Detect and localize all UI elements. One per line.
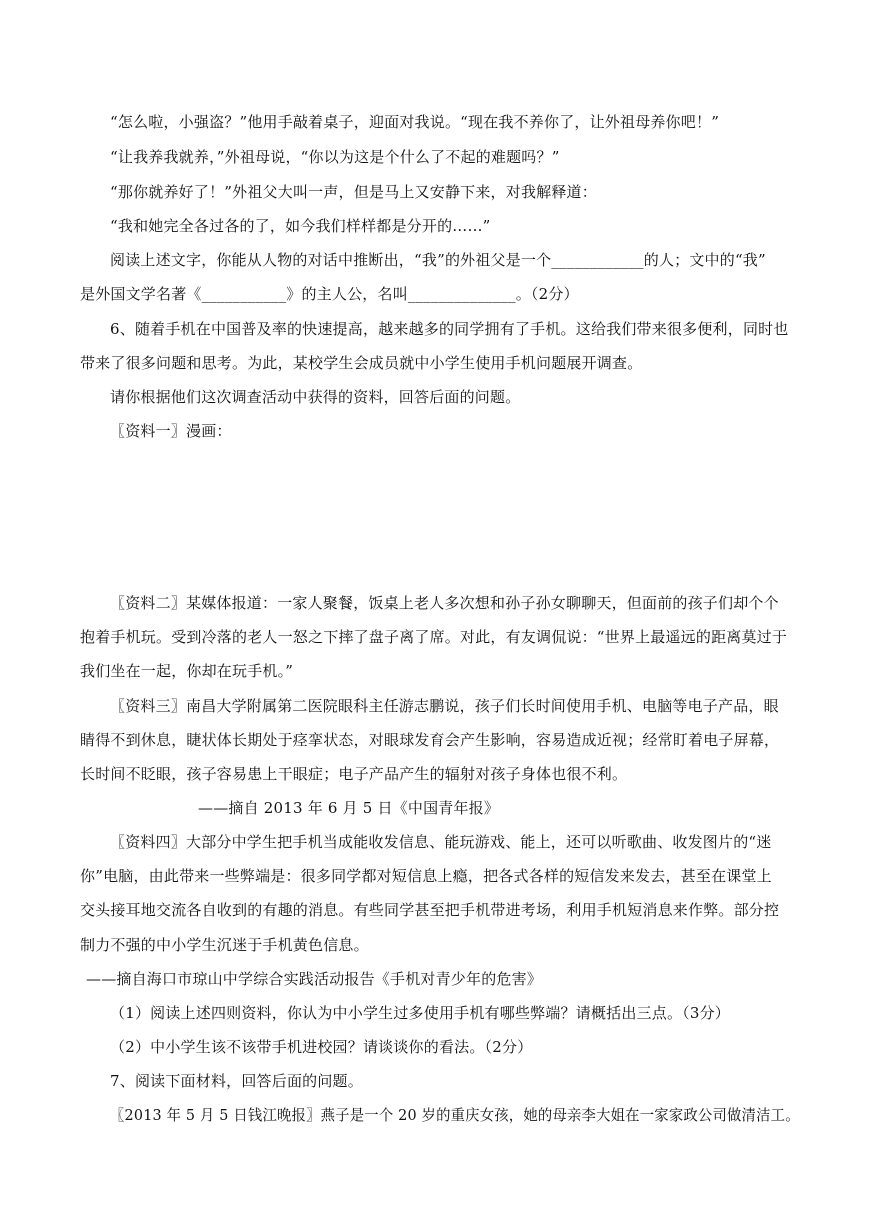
- question-6-sub-1: （1）阅读上述四则资料，你认为中小学生过多使用手机有哪些弊端？请概括出三点。（3分）: [110, 1004, 730, 1022]
- dialogue-line-1: “怎么啦，小强盗？”他用手敲着桌子，迎面对我说。“现在我不养你了，让外祖母养你吧！”: [110, 113, 720, 131]
- dialogue-line-4: “我和她完全各过各的了，如今我们样样都是分开的……”: [110, 217, 491, 235]
- question-6-sub-2: （2）中小学生该不该带手机进校园？请谈谈你的看法。（2分）: [110, 1038, 533, 1056]
- question-5-line-1: 阅读上述文字，你能从人物的对话中推断出，“我”的外祖父是一个____________的人；文中的“我”: [110, 251, 766, 269]
- material-4-line-1: 〖资料四〗大部分中学生把手机当成能收发信息、能玩游戏、能上，还可以听歌曲、收发图片的“迷: [110, 833, 772, 851]
- material-3-line-3: 长时间不眨眼，孩子容易患上干眼症；电子产品产生的辐射对孩子身体也很不利。: [80, 765, 628, 783]
- material-3-line-2: 睛得不到休息，睫状体长期处于痉挛状态，对眼球发育会产生影响，容易造成近视；经常盯着电子屏幕，: [80, 731, 780, 749]
- cartoon-placeholder: [110, 450, 790, 570]
- material-1-heading: 〖资料一〗漫画：: [110, 422, 232, 440]
- question-7-intro: 7、阅读下面材料，回答后面的问题。: [110, 1072, 363, 1090]
- material-4-line-3: 交头接耳地交流各自收到的有趣的消息。有些同学甚至把手机带进考场，利用手机短消息来作弊。部分控: [80, 901, 780, 919]
- material-2-line-3: 我们坐在一起，你却在玩手机。”: [80, 662, 294, 680]
- material-3-line-1: 〖资料三〗南昌大学附属第二医院眼科主任游志鹏说，孩子们长时间使用手机、电脑等电子产品，眼: [110, 697, 779, 715]
- dialogue-line-3: “那你就养好了！”外祖父大叫一声，但是马上又安静下来，对我解释道：: [110, 183, 597, 201]
- material-2-line-1: 〖资料二〗某媒体报道：一家人聚餐，饭桌上老人多次想和孙子孙女聊聊天，但面前的孩子们却个个: [110, 594, 779, 612]
- material-4-source: ——摘自海口市琼山中学综合实践活动报告《手机对青少年的危害》: [86, 970, 543, 988]
- dialogue-line-2: “让我养我就养，”外祖母说，“你以为这是个什么了不起的难题吗？”: [110, 148, 560, 166]
- material-3-source: ——摘自 2013 年 6 月 5 日《中国青年报》: [198, 799, 500, 817]
- question-6-instruction: 请你根据他们这次调查活动中获得的资料，回答后面的问题。: [110, 388, 521, 406]
- question-6-intro-line-1: 6、随着手机在中国普及率的快速提高，越来越多的同学拥有了手机。这给我们带来很多便利，同时也: [110, 320, 789, 338]
- material-4-line-2: 你”电脑，由此带来一些弊端是：很多同学都对短信息上瘾，把各式各样的短信发来发去，甚至在课堂上: [80, 867, 772, 885]
- material-4-line-4: 制力不强的中小学生沉迷于手机黄色信息。: [80, 936, 369, 954]
- question-6-intro-line-2: 带来了很多问题和思考。为此，某校学生会成员就中小学生使用手机问题展开调查。: [80, 354, 643, 372]
- question-7-material-line-1: 〖2013 年 5 月 5 日钱江晚报〗燕子是一个 20 岁的重庆女孩，她的母亲李大姐在一家家政公司做清洁工。: [110, 1106, 800, 1124]
- question-5-line-2: 是外国文学名著《___________》的主人公，名叫______________。（2分）: [80, 285, 579, 303]
- material-2-line-2: 抱着手机玩。受到冷落的老人一怒之下摔了盘子离了席。对此，有友调侃说：“世界上最遥远的距离莫过于: [80, 628, 788, 646]
